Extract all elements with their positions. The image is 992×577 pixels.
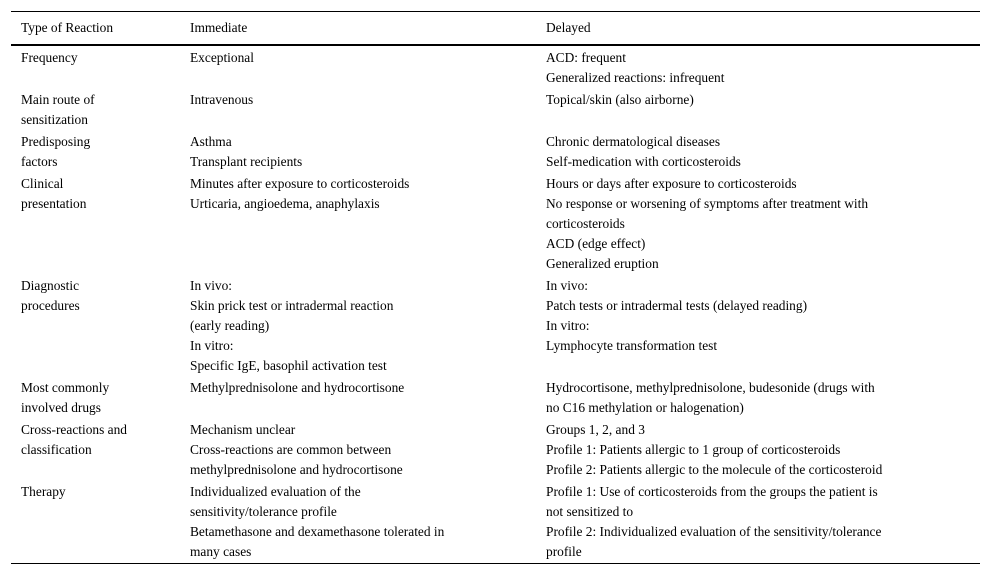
cell-line: Hydrocortisone, methylprednisolone, budesonide (drugs with (546, 380, 875, 395)
table-row (11, 88, 980, 130)
cell-line: Predisposing (21, 134, 91, 149)
type-cell (11, 376, 190, 418)
cell-line: Profile 2: Patients allergic to the molecule of the corticosteroid (546, 462, 883, 477)
cell-line: procedures (21, 298, 80, 313)
reaction-comparison-table (11, 11, 980, 564)
delayed-cell (546, 130, 980, 172)
cell-line: Self-medication with corticosteroids (546, 154, 741, 169)
cell-line: Specific IgE, basophil activation test (190, 358, 387, 373)
cell-line: In vivo: (190, 278, 233, 293)
cell-line: Clinical (21, 176, 64, 191)
cell-line: Methylprednisolone and hydrocortisone (190, 380, 405, 395)
cell-line: Betamethasone and dexamethasone tolerated in (190, 524, 445, 539)
cell-line: factors (21, 154, 58, 169)
immediate-cell (190, 418, 546, 480)
cell-line: ACD (edge effect) (546, 236, 646, 251)
cell-line: Generalized eruption (546, 256, 659, 271)
delayed-cell (546, 480, 980, 564)
cell-line: Transplant recipients (190, 154, 303, 169)
cell-line: Minutes after exposure to corticosteroids (190, 176, 410, 191)
table-row (11, 130, 980, 172)
table-row (11, 45, 980, 88)
table-row (11, 480, 980, 564)
cell-line: sensitization (21, 112, 88, 127)
cell-line: ACD: frequent (546, 50, 626, 65)
type-cell (11, 480, 190, 564)
cell-line: Groups 1, 2, and 3 (546, 422, 645, 437)
cell-line: sensitivity/tolerance profile (190, 504, 337, 519)
cell-line: Urticaria, angioedema, anaphylaxis (190, 196, 380, 211)
cell-line: Cross-reactions and (21, 422, 127, 437)
cell-line: Skin prick test or intradermal reaction (190, 298, 394, 313)
cell-line: In vitro: (546, 318, 590, 333)
delayed-cell (546, 88, 980, 130)
header-immediate: Immediate (190, 20, 248, 35)
cell-line: Most commonly (21, 380, 110, 395)
table-header-row (11, 12, 980, 46)
cell-line: No response or worsening of symptoms after treatment with (546, 196, 869, 211)
cell-line: Asthma (190, 134, 232, 149)
delayed-cell (546, 274, 980, 376)
cell-line: presentation (21, 196, 87, 211)
cell-line: many cases (190, 544, 252, 559)
cell-line: Generalized reactions: infrequent (546, 70, 725, 85)
cell-line: Main route of (21, 92, 95, 107)
type-cell (11, 130, 190, 172)
cell-line: Diagnostic (21, 278, 80, 293)
table-row (11, 376, 980, 418)
cell-line: Cross-reactions are common between (190, 442, 392, 457)
delayed-cell (546, 172, 980, 274)
table-row (11, 274, 980, 376)
cell-line: not sensitized to (546, 504, 634, 519)
cell-line: Frequency (21, 50, 78, 65)
immediate-cell (190, 130, 546, 172)
cell-line: corticosteroids (546, 216, 625, 231)
cell-line: Exceptional (190, 50, 254, 65)
header-type-of-reaction: Type of Reaction (21, 20, 114, 35)
cell-line: Patch tests or intradermal tests (delayed reading) (546, 298, 808, 313)
cell-line: involved drugs (21, 400, 101, 415)
delayed-cell (546, 418, 980, 480)
cell-line: no C16 methylation or halogenation) (546, 400, 744, 415)
type-cell (11, 88, 190, 130)
cell-line: Profile 1: Patients allergic to 1 group of corticosteroids (546, 442, 841, 457)
type-cell (11, 45, 190, 88)
cell-line: Lymphocyte transformation test (546, 338, 718, 353)
cell-line: In vitro: (190, 338, 234, 353)
delayed-cell (546, 376, 980, 418)
cell-line: Therapy (21, 484, 66, 499)
cell-line: Hours or days after exposure to corticosteroids (546, 176, 797, 191)
immediate-cell (190, 45, 546, 88)
cell-line: In vivo: (546, 278, 589, 293)
cell-line: profile (546, 544, 582, 559)
immediate-cell (190, 172, 546, 274)
cell-line: Individualized evaluation of the (190, 484, 361, 499)
type-cell (11, 172, 190, 274)
cell-line: Chronic dermatological diseases (546, 134, 721, 149)
cell-line: classification (21, 442, 92, 457)
immediate-cell (190, 274, 546, 376)
immediate-cell (190, 480, 546, 564)
immediate-cell (190, 376, 546, 418)
cell-line: Topical/skin (also airborne) (546, 92, 694, 107)
immediate-cell (190, 88, 546, 130)
cell-line: Profile 2: Individualized evaluation of the sensitivity/tolerance (546, 524, 882, 539)
type-cell (11, 274, 190, 376)
cell-line: (early reading) (190, 318, 270, 333)
cell-line: Intravenous (190, 92, 254, 107)
type-cell (11, 418, 190, 480)
delayed-cell (546, 45, 980, 88)
cell-line: methylprednisolone and hydrocortisone (190, 462, 403, 477)
table-row (11, 172, 980, 274)
cell-line: Mechanism unclear (190, 422, 296, 437)
header-delayed: Delayed (546, 20, 591, 35)
table-row (11, 418, 980, 480)
cell-line: Profile 1: Use of corticosteroids from the groups the patient is (546, 484, 878, 499)
